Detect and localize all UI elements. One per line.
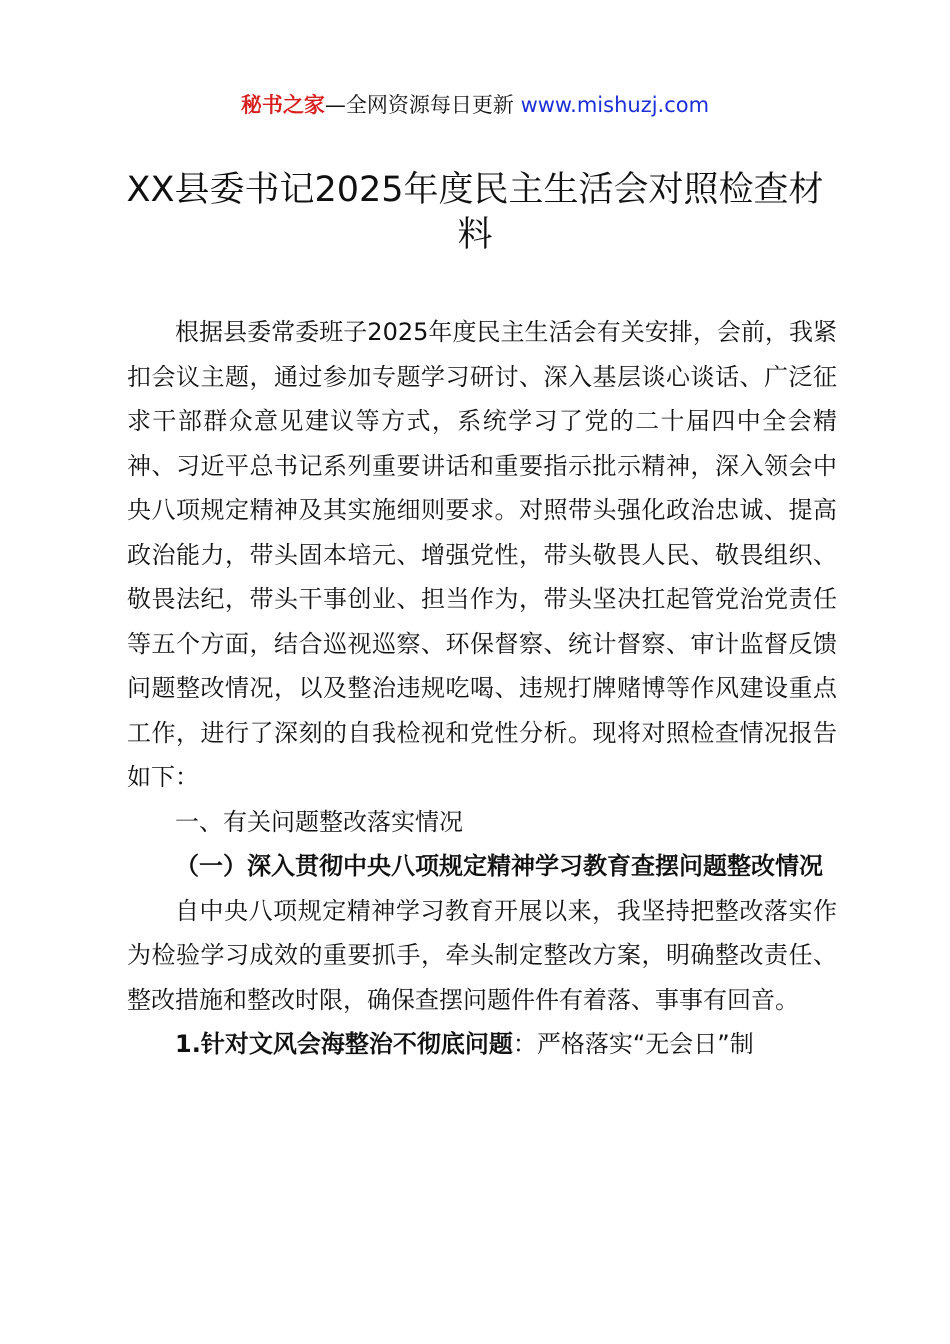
- subsection-heading-1: （一）深入贯彻中央八项规定精神学习教育查摆问题整改情况: [175, 852, 823, 880]
- section-heading-1: 一、有关问题整改落实情况: [175, 807, 463, 836]
- site-url-link[interactable]: www.mishuzj.com: [520, 93, 710, 117]
- document-title: XX县委书记2025年度民主生活会对照检查材料: [126, 170, 824, 255]
- site-header: [0, 90, 950, 120]
- list-item-1: [127, 1022, 837, 1067]
- site-brand: 秘书之家: [240, 93, 325, 117]
- list-item-1-lead: 1.针对文风会海整治不彻底问题: [175, 1030, 513, 1058]
- document-body: [127, 310, 837, 1067]
- intro-paragraph: 根据县委常委班子2025年度民主生活会有关安排，会前，我紧扣会议主题，通过参加专题学习研讨、深入基层谈心谈话、广泛征求干部群众意见建议等方式，系统学习了党的二十届四中全会精神、习近平总书记系列重要讲话和重要指示批示精神，深入领会中央八项规定精神及其实施细则要求。对照带头强化政治忠诚、提高政治能力，带头固本培元、增强党性，带头敬畏人民、敬畏组织、敬畏法纪，带头干事创业、担当作为，带头坚决扛起管党治党责任等五个方面，结合巡视巡察、环保督察、统计督察、审计监督反馈问题整改情况，以及整治违规吃喝、违规打牌赌博等作风建设重点工作，进行了深刻的自我检视和党性分析。现将对照检查情况报告如下：: [127, 318, 837, 791]
- body-paragraph-2: 自中央八项规定精神学习教育开展以来，我坚持把整改落实作为检验学习成效的重要抓手，牵头制定整改方案，明确整改责任、整改措施和整改时限，确保查摆问题件件有着落、事事有回音。: [127, 896, 837, 1014]
- list-item-1-text: ：严格落实“无会日”制: [512, 1030, 754, 1058]
- site-tagline: —全网资源每日更新: [324, 93, 521, 117]
